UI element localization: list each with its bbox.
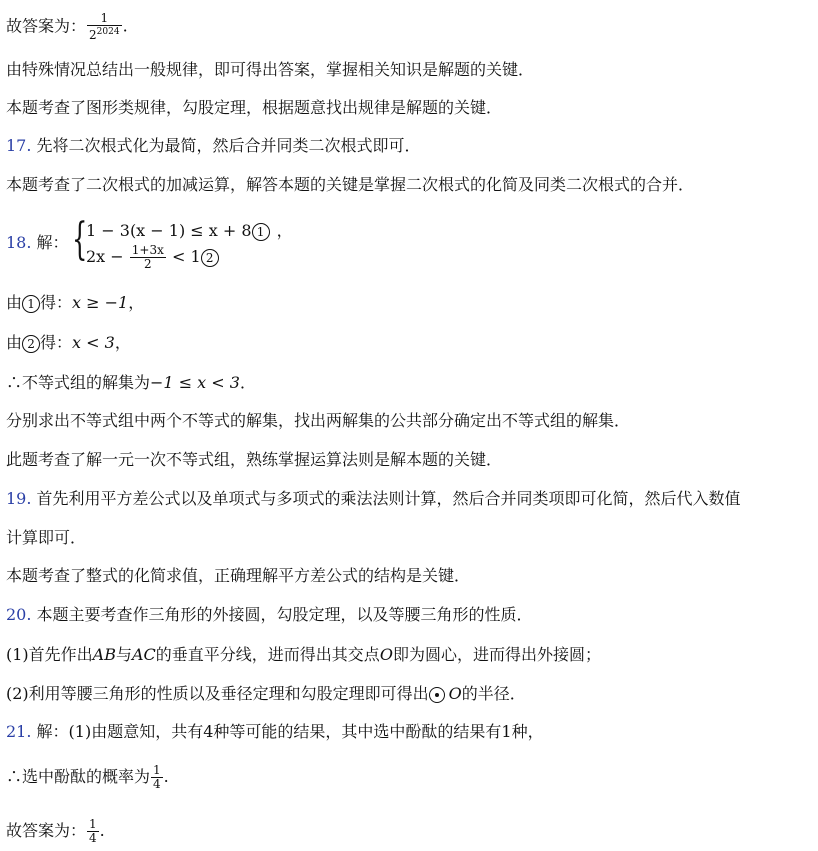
question-19-continued: 计算即可． bbox=[6, 528, 87, 547]
question-20: 20. 本题主要考查作三角形的外接圆，勾股定理，以及等腰三角形的性质． bbox=[6, 605, 533, 624]
question-number-21: 21. bbox=[6, 722, 32, 741]
answer-line-20: 故答案为： $\frac{1}{4}$ . bbox=[6, 817, 105, 845]
text-line-11: 此题考查了解一元一次不等式组，熟练掌握运算法则是解本题的关键． bbox=[6, 450, 503, 469]
text-line-9: ∴不等式组的解集为−1 ≤ x < 3． bbox=[6, 373, 256, 392]
fraction-1-over-4: $\frac{1}{4}$ bbox=[89, 817, 97, 845]
question-number-17: 17. bbox=[6, 136, 32, 155]
fraction-1-over-4: $\frac{1}{4}$ bbox=[153, 763, 161, 791]
fraction-1-over-2-pow-2024: $\frac{1}{2^{2024}}$ bbox=[89, 11, 120, 42]
text-line-7: 由 1 得：x ≥ −1， bbox=[6, 293, 145, 312]
text-line-10: 分别求出不等式组中两个不等式的解集，找出两解集的公共部分确定出不等式组的解集． bbox=[6, 411, 631, 430]
circled-number-1: 1 bbox=[22, 295, 40, 313]
question-21: 21. 解：(1)由题意知，共有4种等可能的结果，其中选中酚酞的结果有1种， bbox=[6, 722, 544, 741]
circled-number-1: 1 bbox=[252, 223, 270, 241]
circle-dot-symbol bbox=[429, 687, 445, 703]
question-17: 17. 先将二次根式化为最简，然后合并同类二次根式即可． bbox=[6, 136, 421, 155]
text-line-3: 本题考查了图形类规律，勾股定理，根据题意找出规律是解题的关键． bbox=[6, 98, 503, 117]
inequality-row-2: 2x − $\frac{1+3x}{2}$ < 1 2 bbox=[86, 244, 219, 271]
text-line-14: 本题考查了整式的化简求值，正确理解平方差公式的结构是关键． bbox=[6, 566, 471, 585]
text-line-17: (2)利用等腰三角形的性质以及垂径定理和勾股定理即可得出 O的半径． bbox=[6, 684, 526, 703]
question-number-18: 18. bbox=[6, 233, 32, 252]
text-line-2: 由特殊情况总结出一般规律，即可得出答案，掌握相关知识是解题的关键． bbox=[6, 60, 535, 79]
circled-number-2: 2 bbox=[201, 249, 219, 267]
text-line-8: 由 2 得：x < 3， bbox=[6, 333, 131, 352]
answer-line-1: 故答案为： $\frac{1}{2^{2024}}$ . bbox=[6, 11, 128, 42]
fraction-1plus3x-over-2: $\frac{1+3x}{2}$ bbox=[131, 243, 164, 271]
text-line-19: ∴选中酚酞的概率为 $\frac{1}{4}$ . bbox=[6, 763, 169, 791]
question-19: 19. 首先利用平方差公式以及单项式与多项式的乘法法则计算，然后合并同类项即可化简，然后代入数值 bbox=[6, 489, 741, 508]
text-line-5: 本题考查了二次根式的加减运算，解答本题的关键是掌握二次根式的化简及同类二次根式的合并． bbox=[6, 175, 695, 194]
question-number-20: 20. bbox=[6, 605, 32, 624]
inequality-row-1: 1 − 3(x − 1) ≤ x + 8 1 ， bbox=[86, 221, 293, 240]
text-line-16: (1)首先作出AB与AC的垂直平分线，进而得出其交点O即为圆心，进而得出外接圆； bbox=[6, 645, 601, 664]
circled-number-2: 2 bbox=[22, 335, 40, 353]
question-number-19: 19. bbox=[6, 489, 32, 508]
system-brace: { bbox=[72, 214, 88, 265]
